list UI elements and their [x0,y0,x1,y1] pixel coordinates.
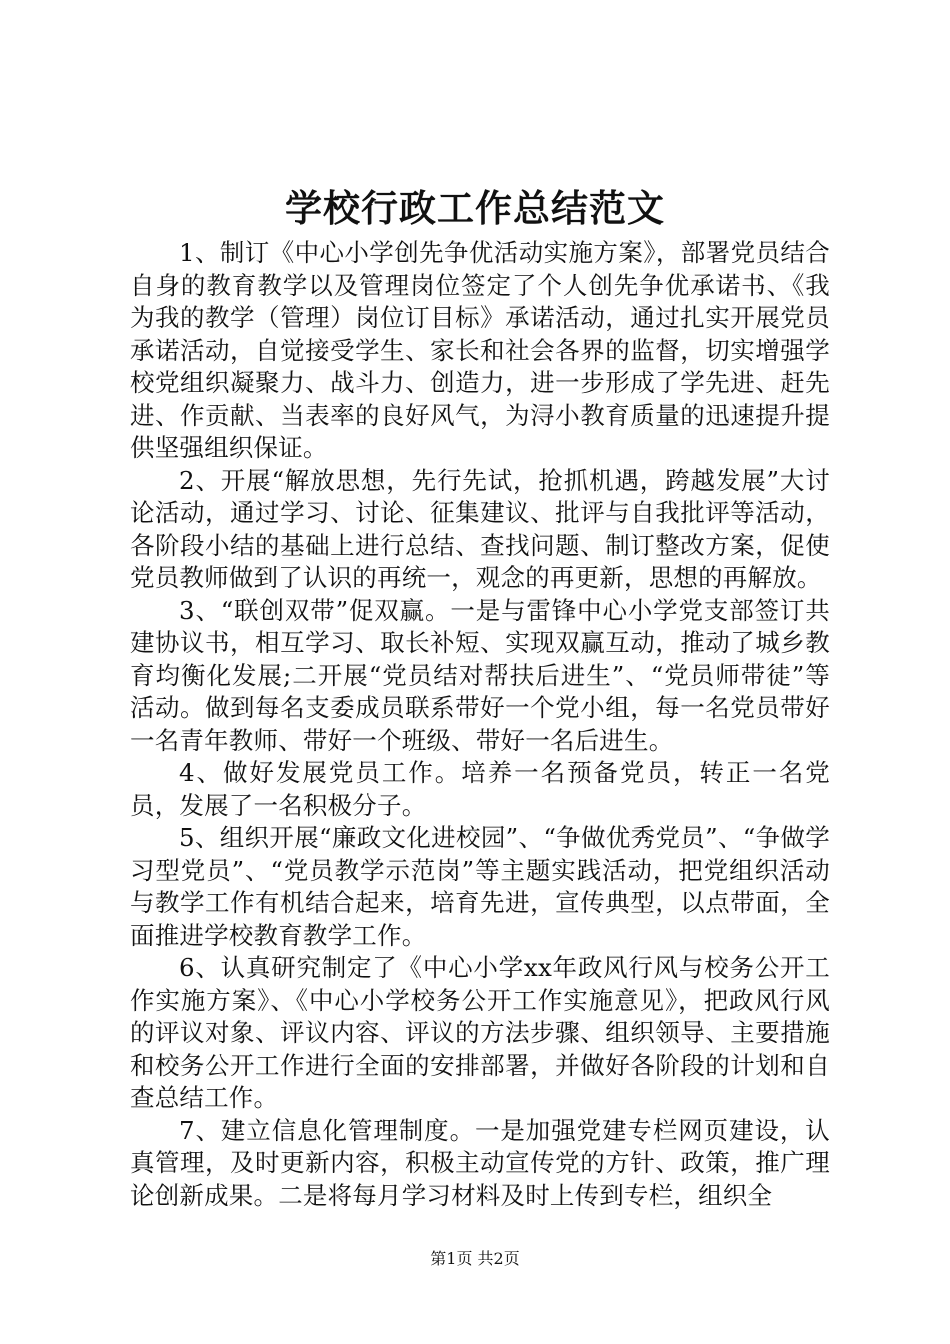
paragraph-1: 1、制订《中心小学创先争优活动实施方案》，部署党员结合自身的教育教学以及管理岗位签定了个人创先争优承诺书、《我为我的教学（管理）岗位订目标》承诺活动，通过扎实开展党员承诺活动，自觉接受学生、家长和社会各界的监督，切实增强学校党组织凝聚力、战斗力、创造力，进一步形成了学先进、赶先进、作贡献、当表率的良好风气，为浔小教育质量的迅速提升提供坚强组织保证。 [130,238,830,462]
page-indicator: 第1页 共2页 [430,1249,520,1268]
page-footer [0,1248,950,1270]
paragraph-3: 3、“联创双带”促双赢。一是与雷锋中心小学党支部签订共建协议书，相互学习、取长补短、实现双赢互动，推动了城乡教育均衡化发展;二开展“党员结对帮扶后进生”、“党员师带徒”等活动。做到每名支委成员联系带好一个党小组，每一名党员带好一名青年教师、带好一个班级、带好一名后进生。 [130,595,830,755]
paragraph-2: 2、开展“解放思想，先行先试，抢抓机遇，跨越发展”大讨论活动，通过学习、讨论、征集建议、批评与自我批评等活动，各阶段小结的基础上进行总结、查找问题、制订整改方案，促使党员教师做到了认识的再统一，观念的再更新，思想的再解放。 [130,465,830,592]
paragraph-4: 4、做好发展党员工作。培养一名预备党员，转正一名党员，发展了一名积极分子。 [130,758,830,820]
document-title: 学校行政工作总结范文 [285,186,665,230]
paragraph-7: 7、建立信息化管理制度。一是加强党建专栏网页建设，认真管理，及时更新内容，积极主动宣传党的方针、政策，推广理论创新成果。二是将每月学习材料及时上传到专栏，组织全 [130,1115,830,1210]
paragraph-6: 6、认真研究制定了《中心小学xx年政风行风与校务公开工作实施方案》、《中心小学校务公开工作实施意见》，把政风行风的评议对象、评议内容、评议的方法步骤、组织领导、主要措施和校务公开工作进行全面的安排部署，并做好各阶段的计划和自查总结工作。 [130,953,830,1112]
document-body [130,237,830,1212]
paragraph-5: 5、组织开展“廉政文化进校园”、“争做优秀党员”、“争做学习型党员”、“党员教学示范岗”等主题实践活动，把党组织活动与教学工作有机结合起来，培育先进，宣传典型，以点带面，全面推进学校教育教学工作。 [130,823,830,950]
